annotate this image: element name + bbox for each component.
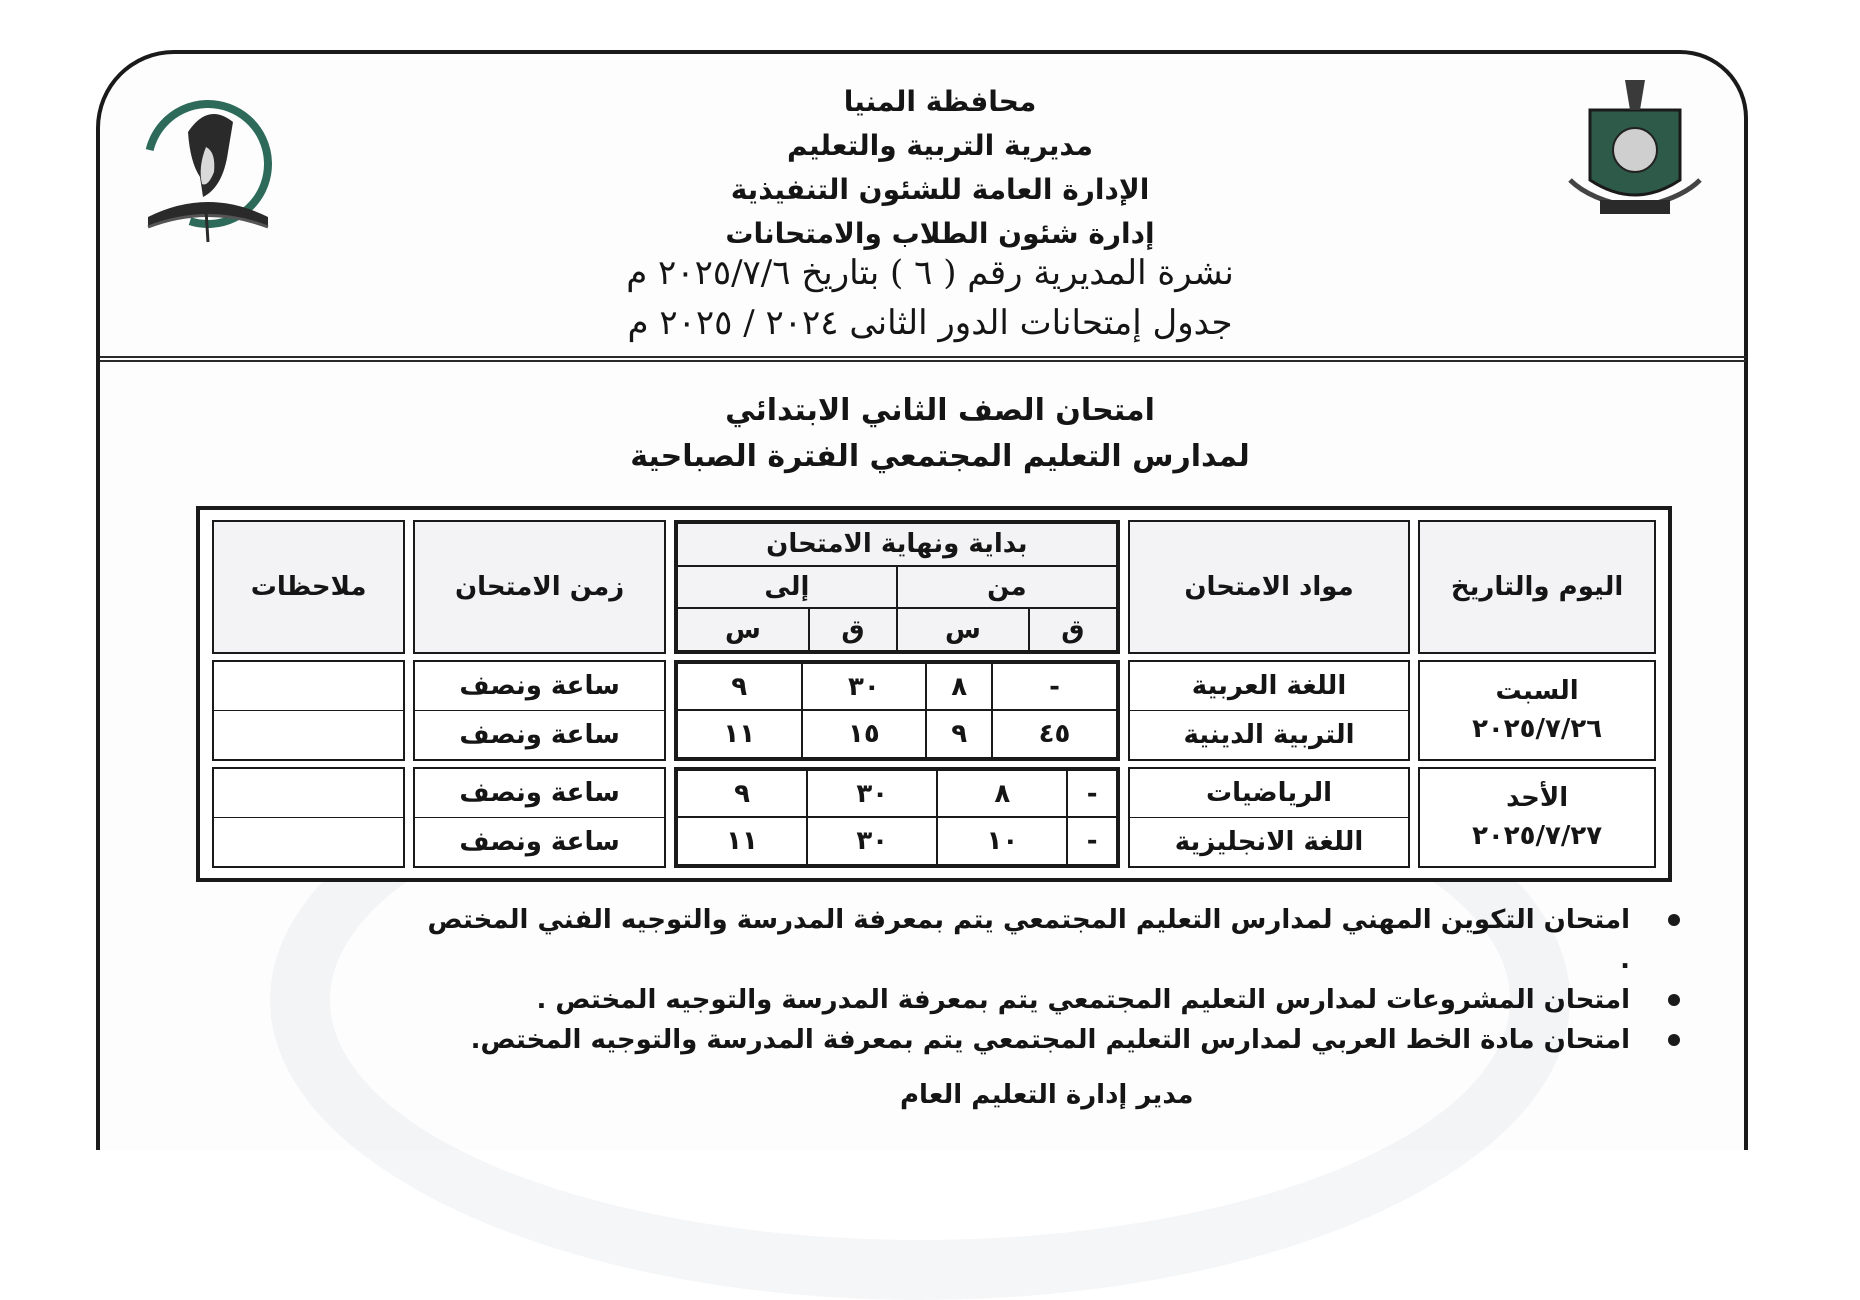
- list-item: [420, 900, 1680, 980]
- header-day-date: اليوم والتاريخ: [1418, 520, 1656, 654]
- day-date-cell: [1418, 767, 1656, 868]
- note-text: امتحان المشروعات لمدارس التعليم المجتمعي يتم بمعرفة المدرسة والتوجيه المختص .: [536, 985, 1630, 1015]
- day-name: السبت: [1495, 676, 1579, 707]
- bulletin-block: [480, 248, 1380, 348]
- table-row-day-2: [212, 767, 1656, 868]
- to-hour: ٩: [677, 663, 802, 710]
- duration: ساعة ونصف: [459, 720, 620, 750]
- exam-title: امتحان الصف الثاني الابتدائي: [725, 393, 1155, 428]
- notes-cell: [212, 660, 405, 761]
- footer-signature-line: مدير إدارة التعليم العام: [900, 1080, 1194, 1110]
- schedule-table: [204, 514, 1664, 874]
- subject: اللغة العربية: [1130, 662, 1408, 711]
- notes-cell: [212, 767, 405, 868]
- header-from-hour: س: [897, 608, 1029, 651]
- note: [214, 769, 403, 818]
- subject: الرياضيات: [1130, 769, 1408, 818]
- from-minute: -: [1067, 770, 1116, 818]
- duration: ساعة ونصف: [415, 769, 664, 818]
- bullet-icon: [1668, 994, 1680, 1006]
- schedule-table-frame: [196, 506, 1672, 882]
- from-hour: ٩: [926, 710, 992, 758]
- to-hour: ١١: [677, 710, 802, 758]
- times-cell: [674, 660, 1120, 761]
- note: [214, 662, 403, 711]
- note-text: امتحان مادة الخط العربي لمدارس التعليم المجتمعي يتم بمعرفة المدرسة والتوجيه المختص.: [470, 1025, 1630, 1055]
- directorate-header: [560, 80, 1320, 256]
- day-name: الأحد: [1506, 783, 1569, 814]
- duration-cell: [413, 660, 666, 761]
- note: [214, 711, 403, 759]
- minya-governorate-emblem-icon: [1560, 70, 1710, 230]
- header-duration: زمن الامتحان: [413, 520, 666, 654]
- duration: ساعة ونصف: [459, 827, 620, 857]
- to-minute: ٣٠: [807, 817, 937, 865]
- from-minute: -: [992, 663, 1117, 710]
- to-hour: ١١: [677, 817, 807, 865]
- day-date-cell: [1418, 660, 1656, 761]
- to-minute: ٣٠: [807, 770, 937, 818]
- subjects-cell: [1128, 767, 1410, 868]
- times-cell: [674, 767, 1120, 868]
- day-date: ٢٠٢٥/٧/٢٧: [1472, 821, 1603, 852]
- day-date: ٢٠٢٥/٧/٢٦: [1472, 714, 1603, 745]
- header-line-4: إدارة شئون الطلاب والامتحانات: [725, 217, 1155, 250]
- table-row-day-1: [212, 660, 1656, 761]
- from-minute: -: [1067, 817, 1116, 865]
- header-divider: [100, 356, 1746, 362]
- header-line-1: محافظة المنيا: [843, 85, 1037, 118]
- header-start-end-label: بداية ونهاية الامتحان: [677, 523, 1117, 566]
- header-start-end: [674, 520, 1120, 654]
- from-hour: ٨: [926, 663, 992, 710]
- subject: التربية الدينية: [1183, 720, 1355, 750]
- schedule-title: جدول إمتحانات الدور الثانى ٢٠٢٤ / ٢٠٢٥ م: [627, 303, 1233, 343]
- header-from-minute: ق: [1029, 608, 1117, 651]
- header-line-2: مديرية التربية والتعليم: [787, 129, 1093, 162]
- to-hour: ٩: [677, 770, 807, 818]
- duration-cell: [413, 767, 666, 868]
- to-minute: ٣٠: [802, 663, 927, 710]
- header-to-hour: س: [677, 608, 809, 651]
- duration: ساعة ونصف: [415, 662, 664, 711]
- list-item: [420, 980, 1680, 1020]
- header-to-minute: ق: [809, 608, 897, 651]
- header-line-3: الإدارة العامة للشئون التنفيذية: [730, 173, 1150, 206]
- header-to: إلى: [677, 566, 897, 609]
- note-text: امتحان التكوين المهني لمدارس التعليم المجتمعي يتم بمعرفة المدرسة والتوجيه الفني المختص .: [427, 905, 1630, 975]
- header-from: من: [897, 566, 1117, 609]
- nefertiti-book-logo-icon: [128, 92, 288, 252]
- bullet-icon: [1668, 914, 1680, 926]
- subject: اللغة الانجليزية: [1174, 827, 1364, 857]
- from-hour: ١٠: [937, 817, 1067, 865]
- exam-title-block: [560, 388, 1320, 480]
- note: [214, 818, 403, 866]
- subjects-cell: [1128, 660, 1410, 761]
- from-minute: ٤٥: [992, 710, 1117, 758]
- from-hour: ٨: [937, 770, 1067, 818]
- bulletin-number: نشرة المديرية رقم ( ٦ ) بتاريخ ٢٠٢٥/٧/٦ م: [626, 253, 1234, 293]
- header-subjects: مواد الامتحان: [1128, 520, 1410, 654]
- bullet-icon: [1668, 1034, 1680, 1046]
- notes-list: [420, 900, 1680, 1060]
- list-item: [420, 1020, 1680, 1060]
- exam-subtitle: لمدارس التعليم المجتمعي الفترة الصباحية: [630, 439, 1250, 474]
- header-notes: ملاحظات: [212, 520, 405, 654]
- to-minute: ١٥: [802, 710, 927, 758]
